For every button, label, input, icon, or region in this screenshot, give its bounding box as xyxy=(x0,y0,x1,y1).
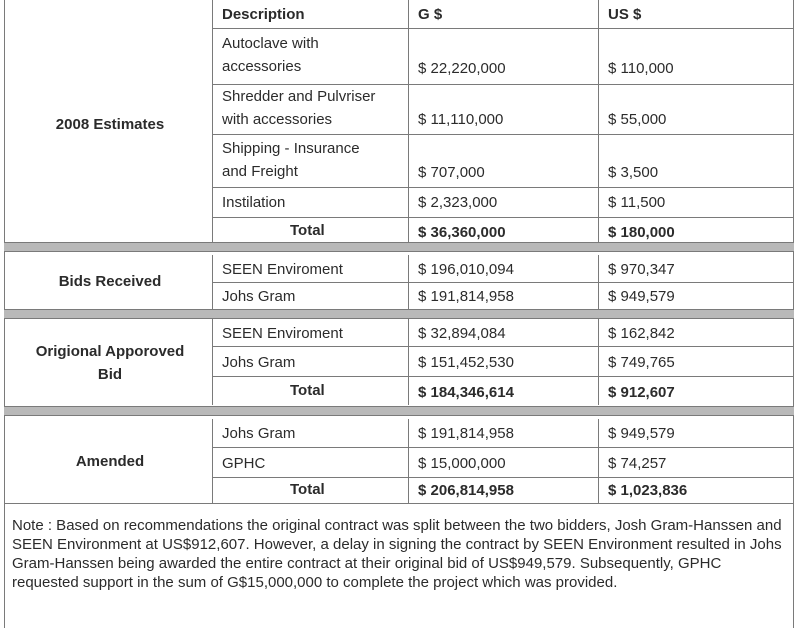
total-gd-value: $ 184,346,614 xyxy=(418,384,514,401)
total-usd-value: $ 180,000 xyxy=(608,224,675,241)
section-separator xyxy=(4,406,794,416)
total-usd-value: $ 1,023,836 xyxy=(608,482,688,499)
row-gd-value: $ 191,814,958 xyxy=(418,288,514,305)
row-divider xyxy=(4,503,794,504)
total-gd-value: $ 36,360,000 xyxy=(418,224,506,241)
row-description: Johs Gram xyxy=(222,354,296,371)
row-usd-value: $ 970,347 xyxy=(608,261,675,278)
row-gd-value: $ 196,010,094 xyxy=(418,261,514,278)
row-divider xyxy=(212,376,794,377)
cost-table xyxy=(4,0,794,628)
row-usd-value: $ 949,579 xyxy=(608,425,675,442)
header-usd: US $ xyxy=(608,6,642,23)
header-description: Description xyxy=(222,6,305,23)
row-description: SEEN Enviroment xyxy=(222,261,343,278)
row-gd-value: $ 11,110,000 xyxy=(418,111,504,128)
row-gd-value: $ 707,000 xyxy=(418,164,485,181)
row-gd-value: $ 191,814,958 xyxy=(418,425,514,442)
row-divider xyxy=(212,217,794,218)
section-separator xyxy=(4,309,794,319)
row-description: Instilation xyxy=(222,194,286,211)
col-divider xyxy=(598,419,599,503)
row-description: Johs Gram xyxy=(222,288,296,305)
col-divider xyxy=(598,0,599,242)
col-divider xyxy=(408,319,409,405)
row-divider xyxy=(212,134,794,135)
row-divider xyxy=(212,187,794,188)
row-description: SEEN Enviroment xyxy=(222,325,343,342)
row-description: Johs Gram xyxy=(222,425,296,442)
total-label: Total xyxy=(290,481,325,498)
col-divider xyxy=(598,255,599,311)
row-description: accessories xyxy=(222,58,302,75)
row-description: Autoclave with xyxy=(222,35,319,52)
section-separator xyxy=(4,242,794,252)
col-divider xyxy=(408,0,409,242)
row-gd-value: $ 151,452,530 xyxy=(418,354,514,371)
row-usd-value: $ 74,257 xyxy=(608,455,667,472)
total-label: Total xyxy=(290,382,325,399)
row-gd-value: $ 32,894,084 xyxy=(418,325,506,342)
section-label-approved: Origional Apporoved xyxy=(35,343,185,360)
section-label-bids: Bids Received xyxy=(58,273,162,290)
row-usd-value: $ 11,500 xyxy=(608,194,666,211)
row-usd-value: $ 3,500 xyxy=(608,164,659,181)
row-usd-value: $ 110,000 xyxy=(608,60,674,77)
row-description: GPHC xyxy=(222,455,266,472)
row-description: Shredder and Pulvriser xyxy=(222,88,376,105)
row-usd-value: $ 749,765 xyxy=(608,354,675,371)
row-description: Shipping - Insurance xyxy=(222,140,360,157)
row-description: with accessories xyxy=(222,111,333,128)
col-divider xyxy=(408,419,409,503)
row-description: and Freight xyxy=(222,163,298,180)
row-gd-value: $ 22,220,000 xyxy=(418,60,506,77)
col-divider xyxy=(598,319,599,405)
section-label-amended: Amended xyxy=(75,453,145,470)
row-gd-value: $ 2,323,000 xyxy=(418,194,498,211)
section-label-approved-line2: Bid xyxy=(97,366,123,383)
row-divider xyxy=(212,28,794,29)
total-usd-value: $ 912,607 xyxy=(608,384,675,401)
row-usd-value: $ 55,000 xyxy=(608,111,667,128)
row-gd-value: $ 15,000,000 xyxy=(418,455,506,472)
row-divider xyxy=(212,282,794,283)
row-divider xyxy=(212,346,794,347)
section-label-estimates: 2008 Estimates xyxy=(55,116,165,133)
total-label: Total xyxy=(290,222,325,239)
row-usd-value: $ 949,579 xyxy=(608,288,675,305)
row-divider xyxy=(212,447,794,448)
col-divider xyxy=(408,255,409,311)
total-gd-value: $ 206,814,958 xyxy=(418,482,514,499)
note-text: Note : Based on recommendations the original contract was split between the two bidders, Josh Gram-Hanssen and SEEN Environment at US$912,607. However, a delay in signing the contract by SEEN Environment resulted in Johs Gram-Hanssen being awarded the entire contract at their original bid of US$949,579. Subsequently, GPHC requested support in the sum of G$15,000,000 to complete the project which was provided. xyxy=(12,517,782,591)
row-usd-value: $ 162,842 xyxy=(608,325,675,342)
header-gd: G $ xyxy=(418,6,443,23)
